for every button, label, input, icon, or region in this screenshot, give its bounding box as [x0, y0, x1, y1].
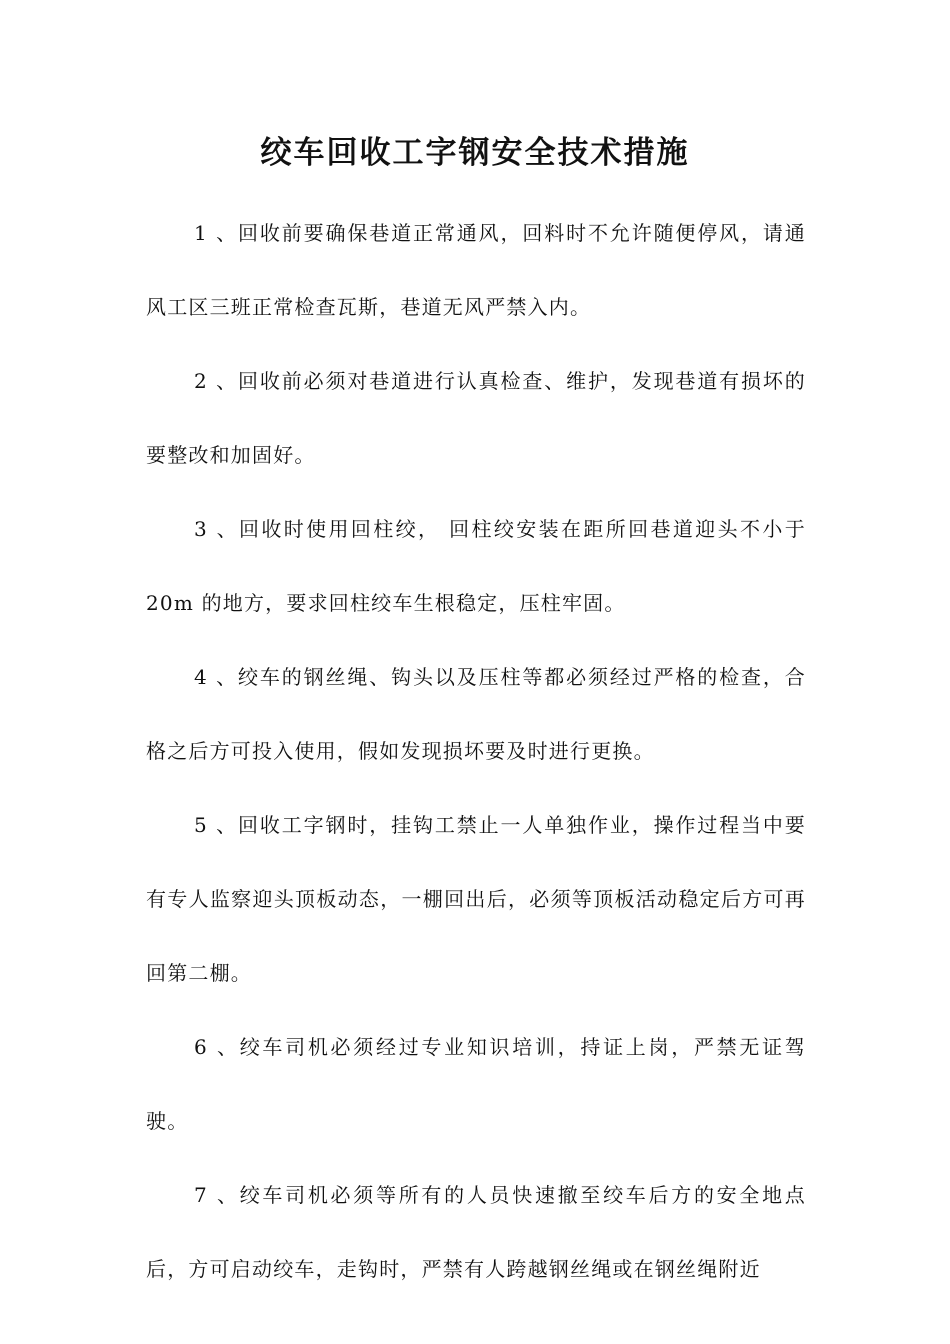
paragraph-4: 4 、绞车的钢丝绳、钩头以及压柱等都必须经过严格的检查，合格之后方可投入使用，假如发现损坏要及时进行更换。: [146, 665, 806, 763]
paragraph-3: 3 、回收时使用回柱绞， 回柱绞安装在距所回巷道迎头不小于20m 的地方，要求回柱绞车生根稳定，压柱牢固。: [146, 517, 806, 615]
document-title: 绞车回收工字钢安全技术措施: [260, 135, 690, 171]
paragraph-1: 1 、回收前要确保巷道正常通风，回料时不允许随便停风，请通风工区三班正常检查瓦斯，巷道无风严禁入内。: [146, 221, 806, 319]
paragraph-6: 6 、绞车司机必须经过专业知识培训，持证上岗，严禁无证驾驶。: [146, 1035, 806, 1133]
paragraph-7: 7 、绞车司机必须等所有的人员快速撤至绞车后方的安全地点后，方可启动绞车，走钩时，严禁有人跨越钢丝绳或在钢丝绳附近: [146, 1183, 806, 1281]
paragraph-5: 5 、回收工字钢时，挂钩工禁止一人单独作业，操作过程当中要有专人监察迎头顶板动态，一棚回出后，必须等顶板活动稳定后方可再回第二棚。: [146, 813, 806, 985]
document-body: [146, 196, 806, 1306]
paragraph-2: 2 、回收前必须对巷道进行认真检查、维护，发现巷道有损坏的要整改和加固好。: [146, 369, 806, 467]
